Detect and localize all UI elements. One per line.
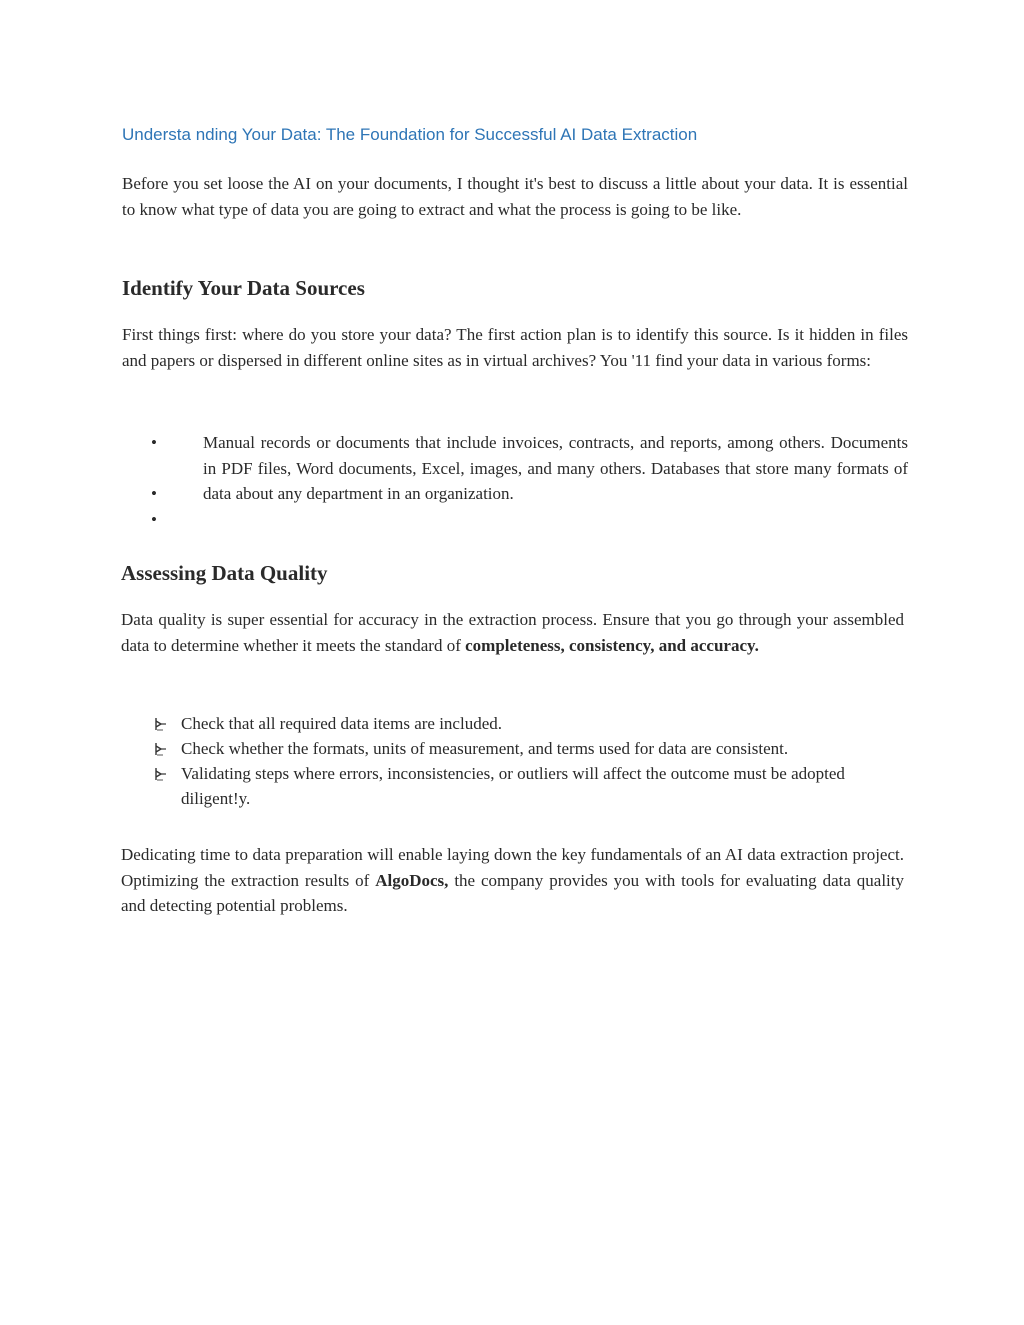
checklist-item-text: Check whether the formats, units of measurement, and terms used for data are consistent. [181, 739, 789, 758]
bullet-marker: • [151, 510, 157, 529]
checkbox-arrow-icon [154, 742, 168, 757]
closing-text-end: the company provides you with tools for evaluating data quality and detecting potential problems. [121, 870, 904, 915]
bullet-marker: • [151, 484, 157, 503]
checklist-item-text: Validating steps where errors, inconsistencies, or outliers will affect the outcome must be adopted diligent!y. [181, 764, 845, 808]
document-title: Understa nding Your Data: The Foundation for Successful AI Data Extraction [122, 125, 698, 144]
quality-bold-text: completeness, consistency, and accuracy. [465, 635, 759, 655]
sources-paragraph: First things first: where do you store your data? The first action plan is to identify this source. Is it hidden in files and papers or dispersed in different online sites as in virtual archives? You '11 find your data in various forms: [122, 325, 908, 370]
checklist-item-text: Check that all required data items are included. [181, 714, 502, 733]
checklist-item [152, 736, 872, 761]
quality-checklist [152, 711, 872, 811]
checkbox-arrow-icon [154, 767, 168, 782]
section-heading-sources: Identify Your Data Sources [122, 276, 365, 300]
bullet-marker: • [151, 433, 157, 452]
quality-text: Data quality is super essential for accuracy in the extraction process. Ensure that you go through your assembled data to determine whether it meets the standard of [121, 610, 904, 655]
bullet-text: Manual records or documents that include invoices, contracts, and reports, among others. Documents in PDF files, Word documents, Excel, images, and many others. Databases that store many formats of data about any department in an organization. [203, 433, 908, 503]
section-heading-quality: Assessing Data Quality [121, 561, 328, 585]
closing-paragraph [121, 842, 904, 919]
checkbox-arrow-icon [154, 717, 168, 732]
brand-name: AlgoDocs, [375, 870, 449, 890]
quality-paragraph [121, 607, 904, 658]
closing-text: Dedicating time to data preparation will enable laying down the key fundamentals of an AI data extraction project. Optimizing the extraction results of [121, 845, 904, 890]
checklist-item [152, 761, 872, 811]
intro-paragraph: Before you set loose the AI on your documents, I thought it's best to discuss a little about your data. It is essential to know what type of data you are going to extract and what the process is going to be like. [122, 174, 908, 219]
checklist-item [152, 711, 872, 736]
